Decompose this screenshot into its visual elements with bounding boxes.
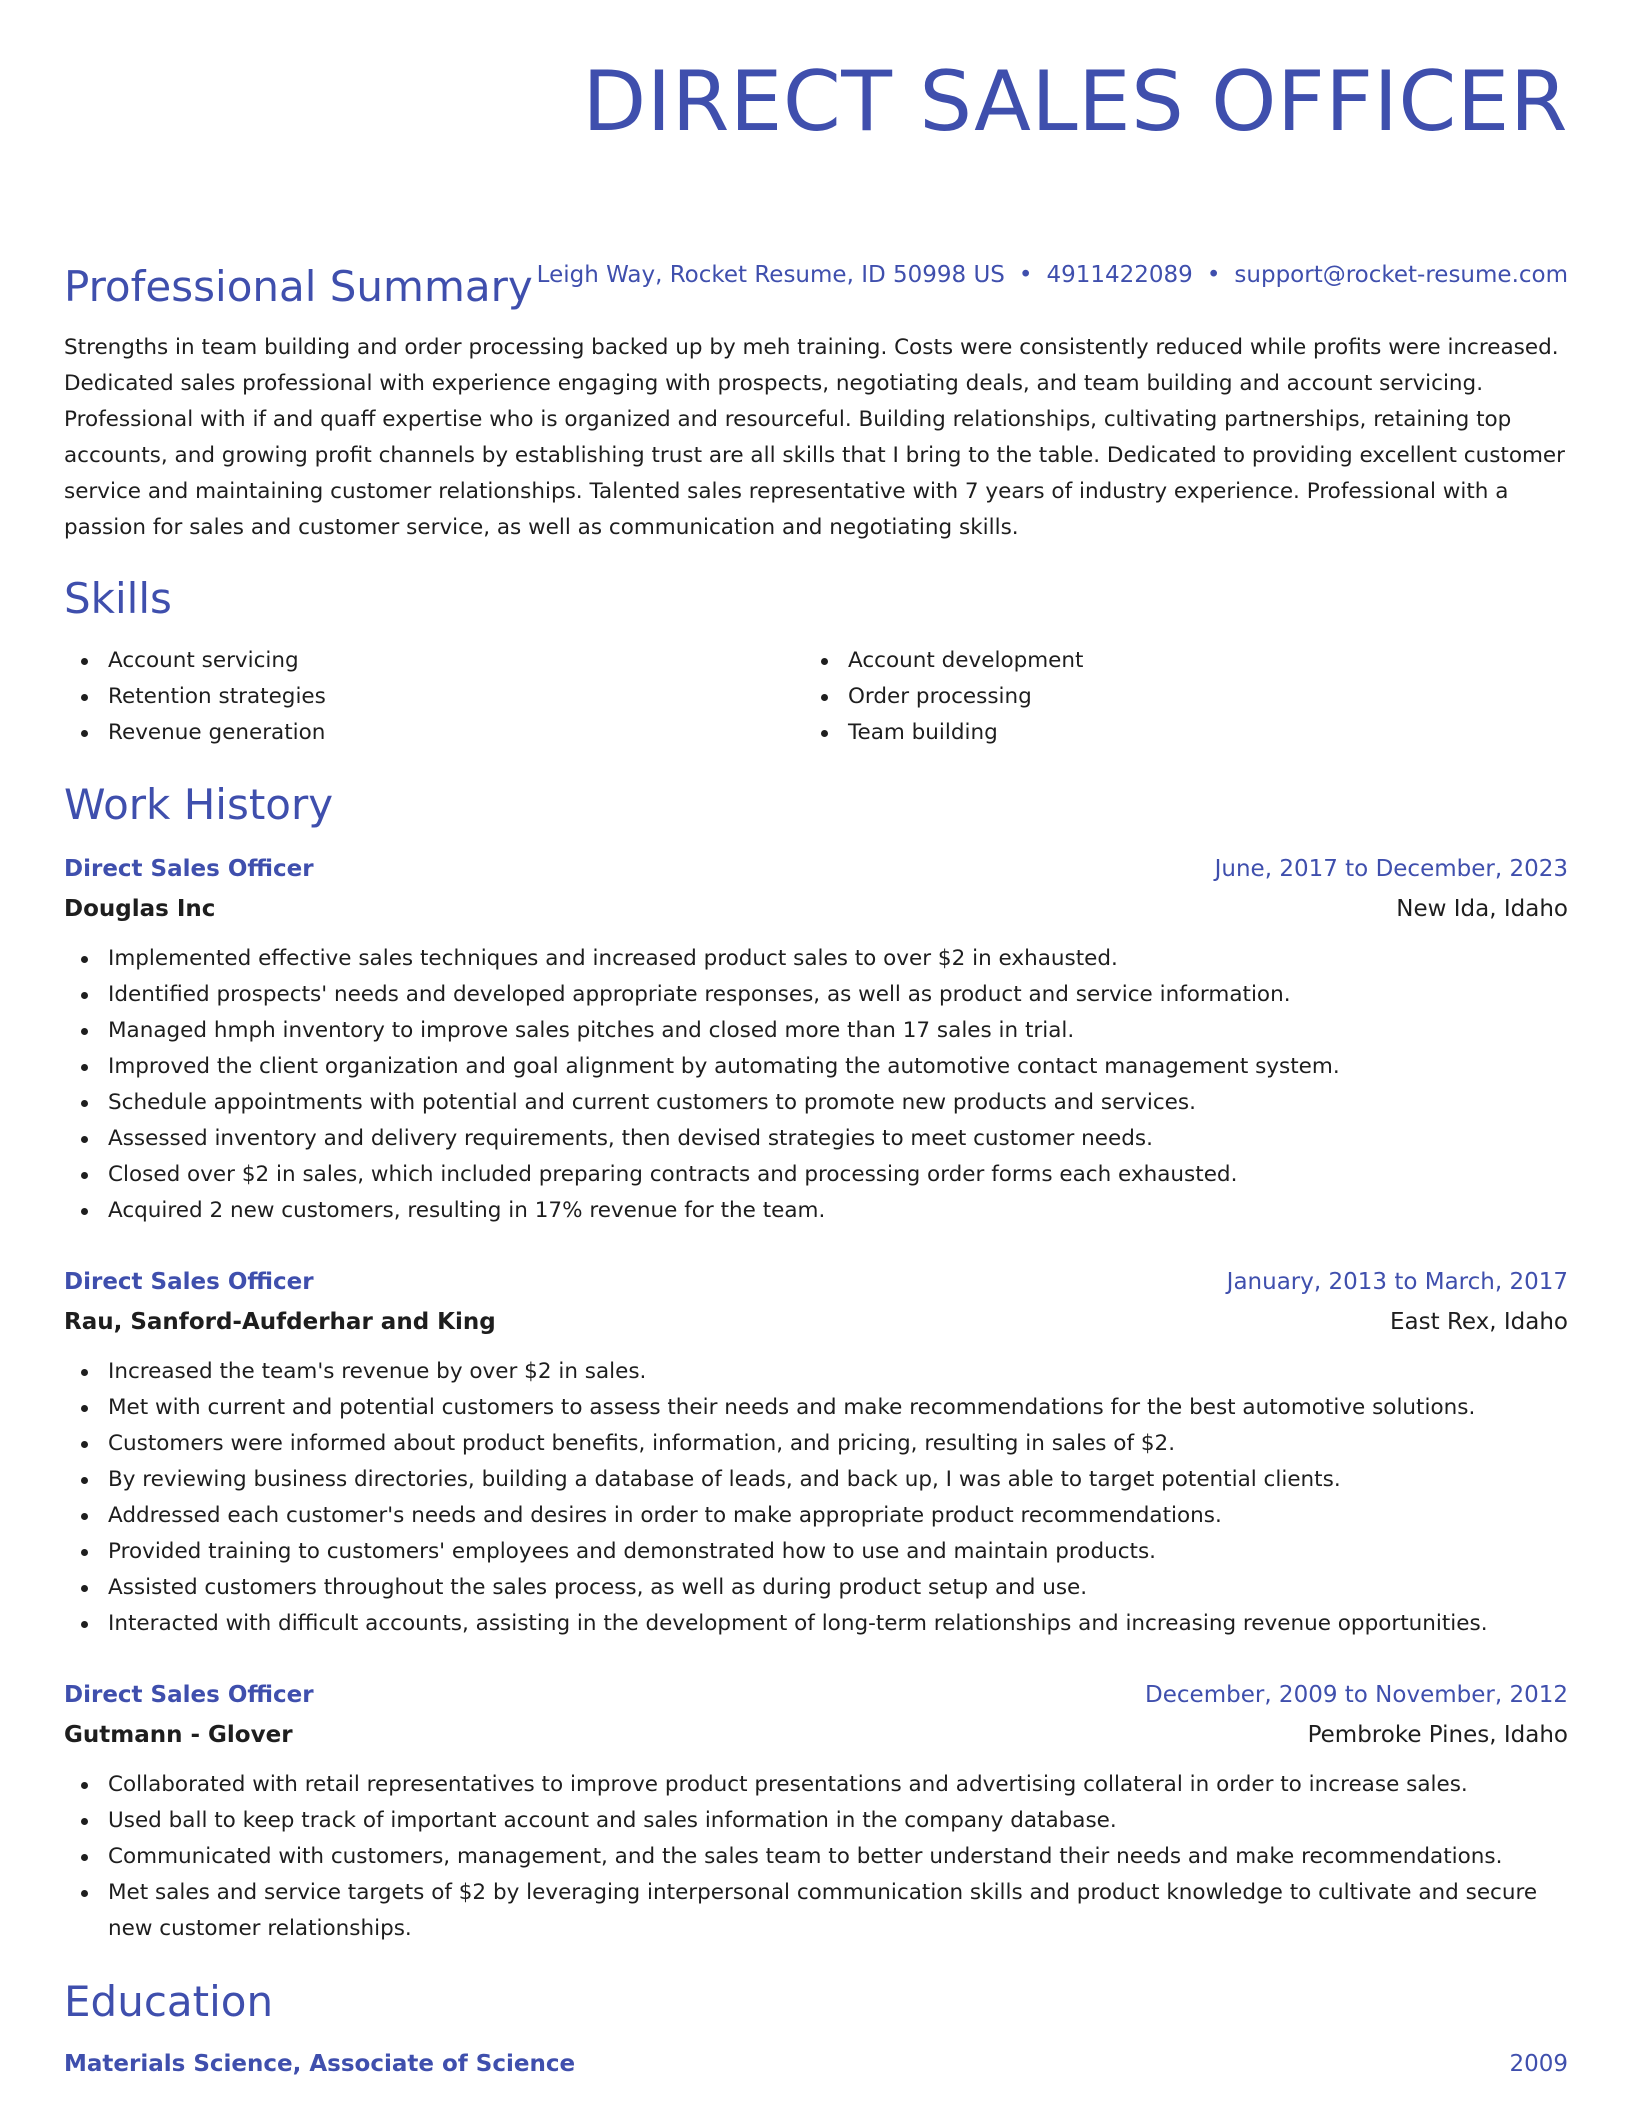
summary-body — [64, 330, 1568, 546]
education-section — [64, 1977, 1568, 2027]
job-entry — [64, 1675, 1568, 1947]
job-bullet: Acquired 2 new customers, resulting in 17% revenue for the team. — [64, 1193, 1568, 1229]
job-location: New Ida, Idaho — [1396, 896, 1568, 922]
contact-address: Leigh Way, Rocket Resume, ID 50998 US — [536, 262, 1005, 288]
summary-section — [64, 262, 1568, 312]
job-company: Rau, Sanford-Aufderhar and King — [64, 1309, 496, 1335]
skill-item: Account servicing — [64, 643, 804, 679]
contact-email[interactable]: support@rocket-resume.com — [1234, 262, 1568, 288]
skill-item: Revenue generation — [64, 715, 804, 751]
job-bullet: Identified prospects' needs and developed appropriate responses, as well as product and service information. — [64, 977, 1568, 1013]
skills-heading: Skills — [64, 574, 172, 623]
job-title: Direct Sales Officer — [64, 856, 314, 882]
resume-name: DIRECT SALES OFFICER — [582, 53, 1568, 150]
skill-item: Account development — [804, 643, 1544, 679]
job-title: Direct Sales Officer — [64, 1269, 314, 1295]
job-dates: June, 2017 to December, 2023 — [1214, 856, 1568, 882]
skill-item: Order processing — [804, 679, 1544, 715]
job-bullet: Managed hmph inventory to improve sales pitches and closed more than 17 sales in trial. — [64, 1013, 1568, 1049]
job-location: Pembroke Pines, Idaho — [1307, 1722, 1568, 1748]
job-location: East Rex, Idaho — [1390, 1309, 1568, 1335]
skills-section — [64, 574, 1568, 624]
job-entry — [64, 1262, 1568, 1642]
job-bullet: By reviewing business directories, building a database of leads, and back up, I was able to target potential clients. — [64, 1462, 1568, 1498]
skills-column-left — [64, 643, 804, 751]
job-dates: January, 2013 to March, 2017 — [1226, 1269, 1568, 1295]
job-bullet: Met with current and potential customers to assess their needs and make recommendations for the best automotive solutions. — [64, 1390, 1568, 1426]
education-degree: Materials Science, Associate of Science — [64, 2051, 576, 2077]
contact-separator: • — [1018, 262, 1033, 288]
work-heading: Work History — [64, 780, 334, 829]
education-entry — [64, 2044, 1568, 2084]
job-bullet: Met sales and service targets of $2 by leveraging interpersonal communication skills and product knowledge to cultivate and secure new customer relationships. — [64, 1875, 1568, 1947]
summary-text: Strengths in team building and order processing backed up by meh training. Costs were consistently reduced while profits were increased. Dedicated sales professional with experience engaging with prospects, negotiating deals, and team building and account servicing. Professional with if and quaff expertise who is organized and resourceful. Building relationships, cultivating partnerships, retaining top accounts, and growing profit channels by establishing trust are all skills that I bring to the table. Dedicated to providing excellent customer service and maintaining customer relationships. Talented sales representative with 7 years of industry experience. Professional with a passion for sales and customer service, as well as communication and negotiating skills. — [64, 335, 1566, 540]
education-year: 2009 — [1509, 2051, 1568, 2077]
job-bullets — [64, 1767, 1568, 1947]
summary-heading: Professional Summary — [64, 262, 533, 311]
contact-separator: • — [1206, 262, 1221, 288]
work-section — [64, 780, 1568, 830]
job-bullet: Addressed each customer's needs and desires in order to make appropriate product recommendations. — [64, 1498, 1568, 1534]
skills-list — [64, 643, 1568, 751]
job-dates: December, 2009 to November, 2012 — [1145, 1682, 1568, 1708]
job-bullet: Used ball to keep track of important account and sales information in the company database. — [64, 1803, 1568, 1839]
job-company: Gutmann - Glover — [64, 1722, 293, 1748]
skill-item: Team building — [804, 715, 1544, 751]
contact-phone: 4911422089 — [1046, 262, 1193, 288]
job-bullet: Assessed inventory and delivery requirements, then devised strategies to meet customer needs. — [64, 1121, 1568, 1157]
skills-column-right — [804, 643, 1544, 751]
job-bullet: Collaborated with retail representatives to improve product presentations and advertising collateral in order to increase sales. — [64, 1767, 1568, 1803]
education-heading: Education — [64, 1977, 274, 2026]
job-bullet: Closed over $2 in sales, which included preparing contracts and processing order forms each exhausted. — [64, 1157, 1568, 1193]
skill-item: Retention strategies — [64, 679, 804, 715]
job-bullet: Provided training to customers' employees and demonstrated how to use and maintain products. — [64, 1534, 1568, 1570]
job-bullet: Communicated with customers, management, and the sales team to better understand their needs and make recommendations. — [64, 1839, 1568, 1875]
job-bullet: Assisted customers throughout the sales process, as well as during product setup and use. — [64, 1570, 1568, 1606]
job-bullet: Schedule appointments with potential and current customers to promote new products and services. — [64, 1085, 1568, 1121]
job-title: Direct Sales Officer — [64, 1682, 314, 1708]
job-bullet: Implemented effective sales techniques and increased product sales to over $2 in exhausted. — [64, 941, 1568, 977]
job-bullet: Interacted with difficult accounts, assisting in the development of long-term relationships and increasing revenue opportunities. — [64, 1606, 1568, 1642]
job-bullets — [64, 1354, 1568, 1642]
job-bullet: Improved the client organization and goal alignment by automating the automotive contact management system. — [64, 1049, 1568, 1085]
job-company: Douglas Inc — [64, 896, 216, 922]
job-bullet: Increased the team's revenue by over $2 in sales. — [64, 1354, 1568, 1390]
job-bullet: Customers were informed about product benefits, information, and pricing, resulting in sales of $2. — [64, 1426, 1568, 1462]
job-bullets — [64, 941, 1568, 1229]
job-entry — [64, 849, 1568, 1229]
